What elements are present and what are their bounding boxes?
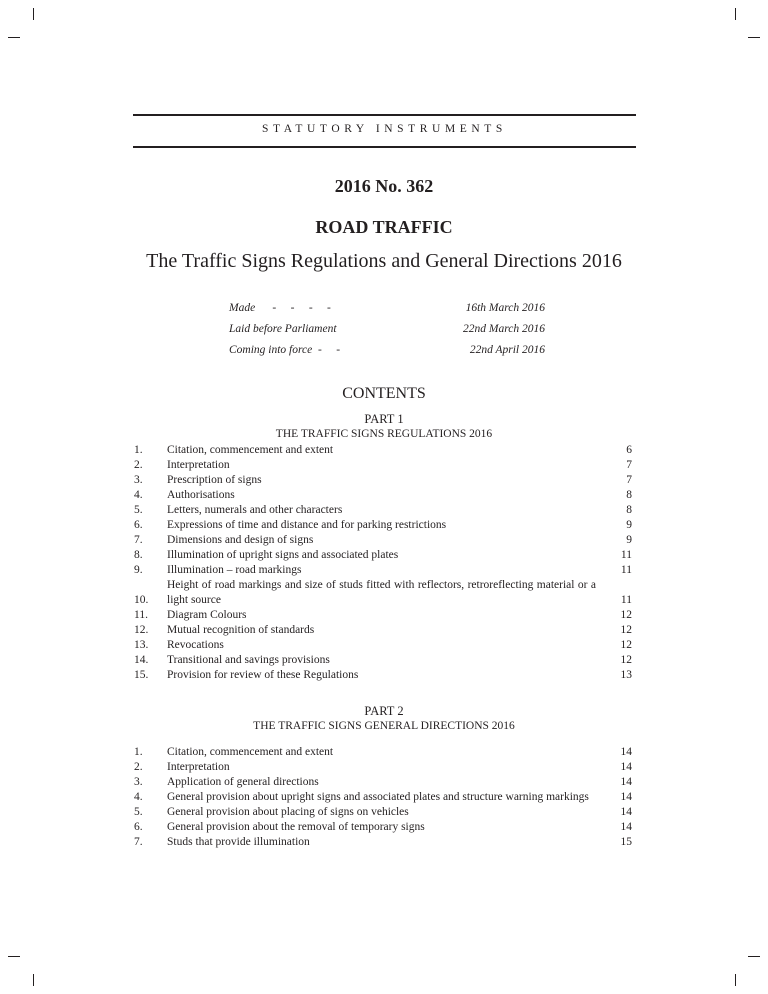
toc-entry-number: 9. xyxy=(134,564,143,576)
toc-entry-page: 14 xyxy=(620,821,632,833)
toc-entry-text: Interpretation xyxy=(167,459,230,471)
date-row-made xyxy=(229,301,545,322)
date-label: Made - - - - xyxy=(229,302,331,314)
toc-entry-page: 12 xyxy=(620,654,632,666)
toc-entry-text: General provision about the removal of temporary signs xyxy=(167,821,425,833)
toc-entry-page: 14 xyxy=(620,806,632,818)
toc-entry xyxy=(134,745,632,760)
toc-entry-text: Expressions of time and distance and for parking restrictions xyxy=(167,519,447,531)
toc-entry xyxy=(134,578,632,608)
toc-entry xyxy=(134,563,632,578)
toc-entry-page: 7 xyxy=(626,459,632,471)
toc-entry-page: 12 xyxy=(620,624,632,636)
toc-entry xyxy=(134,653,632,668)
toc-entry-page: 14 xyxy=(620,746,632,758)
date-value: 22nd April 2016 xyxy=(469,344,545,356)
toc-entry-text: Provision for review of these Regulations xyxy=(167,669,359,681)
toc-entry xyxy=(134,668,632,683)
toc-entry-number: 14. xyxy=(134,654,149,666)
toc-entry-number: 7. xyxy=(134,836,143,848)
toc-entry-page: 14 xyxy=(620,776,632,788)
toc-entry-number: 2. xyxy=(134,761,143,773)
toc-entry-text: Dimensions and design of signs xyxy=(167,534,314,546)
part-2-title: THE TRAFFIC SIGNS GENERAL DIRECTIONS 2016 xyxy=(253,720,515,732)
part-1-heading: PART 1 xyxy=(364,412,404,426)
part-2-heading: PART 2 xyxy=(364,704,404,718)
toc-part-2 xyxy=(134,745,632,850)
toc-entry xyxy=(134,488,632,503)
crop-mark xyxy=(33,8,34,20)
crop-mark xyxy=(8,956,20,957)
toc-entry-page: 7 xyxy=(626,474,632,486)
toc-entry-page: 9 xyxy=(626,519,632,531)
toc-entry xyxy=(134,503,632,518)
toc-entry-text: Revocations xyxy=(167,639,224,651)
date-label: Coming into force - - xyxy=(229,344,341,356)
crop-mark xyxy=(33,974,34,986)
toc-entry-number: 6. xyxy=(134,821,143,833)
toc-entry-text: General provision about placing of signs on vehicles xyxy=(167,806,409,818)
toc-entry xyxy=(134,608,632,623)
toc-entry-number: 15. xyxy=(134,669,149,681)
toc-entry-number: 3. xyxy=(134,474,143,486)
toc-entry-text: Interpretation xyxy=(167,761,230,773)
toc-entry-page: 8 xyxy=(626,489,632,501)
toc-entry xyxy=(134,835,632,850)
series-title: STATUTORY INSTRUMENTS xyxy=(262,123,507,135)
date-row-coming-into-force xyxy=(229,343,545,364)
toc-entry-text: Transitional and savings provisions xyxy=(167,654,330,666)
toc-entry-page: 12 xyxy=(620,639,632,651)
subject-heading: ROAD TRAFFIC xyxy=(315,217,453,237)
toc-entry xyxy=(134,458,632,473)
date-row-laid xyxy=(229,322,545,343)
toc-entry-number: 13. xyxy=(134,639,149,651)
toc-entry-page: 11 xyxy=(620,594,632,606)
toc-entry-number: 1. xyxy=(134,746,143,758)
toc-entry-text: Mutual recognition of standards xyxy=(167,624,315,636)
toc-entry-number: 12. xyxy=(134,624,149,636)
toc-entry-text: Diagram Colours xyxy=(167,609,247,621)
dates-block xyxy=(229,301,545,364)
toc-entry-number: 5. xyxy=(134,504,143,516)
toc-entry-number: 1. xyxy=(134,444,143,456)
toc-entry-text: General provision about upright signs and associated plates and structure warning markings xyxy=(167,791,589,803)
date-label: Laid before Parliament xyxy=(229,323,337,335)
toc-entry-page: 12 xyxy=(620,609,632,621)
toc-entry-text: Citation, commencement and extent xyxy=(167,444,334,456)
toc-entry-page: 8 xyxy=(626,504,632,516)
toc-entry-text: Authorisations xyxy=(167,489,235,501)
crop-mark xyxy=(735,974,736,986)
toc-entry-page: 14 xyxy=(620,791,632,803)
toc-entry-text: Illumination of upright signs and associated plates xyxy=(167,549,399,561)
toc-entry xyxy=(134,443,632,458)
toc-entry-number: 3. xyxy=(134,776,143,788)
toc-entry-page: 11 xyxy=(620,549,632,561)
toc-entry xyxy=(134,533,632,548)
toc-entry-text: Prescription of signs xyxy=(167,474,262,486)
toc-entry-text: Application of general directions xyxy=(167,776,319,788)
toc-entry xyxy=(134,548,632,563)
toc-entry xyxy=(134,775,632,790)
toc-entry xyxy=(134,638,632,653)
instrument-title: The Traffic Signs Regulations and General Directions 2016 xyxy=(146,250,622,272)
toc-entry-number: 4. xyxy=(134,489,143,501)
toc-entry-number: 5. xyxy=(134,806,143,818)
toc-entry xyxy=(134,623,632,638)
toc-entry-text: Studs that provide illumination xyxy=(167,836,310,848)
toc-entry-number: 11. xyxy=(134,609,148,621)
date-value: 22nd March 2016 xyxy=(463,323,545,335)
series-rule xyxy=(133,146,636,148)
crop-mark xyxy=(748,37,760,38)
toc-entry xyxy=(134,760,632,775)
toc-entry-number: 2. xyxy=(134,459,143,471)
toc-entry-page: 15 xyxy=(620,836,632,848)
toc-entry-number: 10. xyxy=(134,594,149,606)
toc-entry-page: 13 xyxy=(620,669,632,681)
contents-heading: CONTENTS xyxy=(342,385,426,402)
instrument-number: 2016 No. 362 xyxy=(334,176,434,196)
toc-entry xyxy=(134,820,632,835)
toc-entry-text: Height of road markings and size of studs fitted with reflectors, retroreflecting material or a light source xyxy=(167,579,596,606)
toc-entry xyxy=(134,518,632,533)
toc-entry-number: 7. xyxy=(134,534,143,546)
toc-entry-number: 8. xyxy=(134,549,143,561)
crop-mark xyxy=(8,37,20,38)
toc-part-1 xyxy=(134,443,632,683)
toc-entry-number: 4. xyxy=(134,791,143,803)
date-value: 16th March 2016 xyxy=(465,302,545,314)
toc-entry-page: 6 xyxy=(626,444,632,456)
toc-entry xyxy=(134,805,632,820)
toc-entry xyxy=(134,790,632,805)
toc-entry-page: 9 xyxy=(626,534,632,546)
toc-entry-text: Citation, commencement and extent xyxy=(167,746,334,758)
toc-entry xyxy=(134,473,632,488)
toc-entry-text: Letters, numerals and other characters xyxy=(167,504,343,516)
toc-entry-text: Illumination – road markings xyxy=(167,564,302,576)
toc-entry-number: 6. xyxy=(134,519,143,531)
top-rule xyxy=(133,114,636,116)
crop-mark xyxy=(748,956,760,957)
toc-entry-page: 11 xyxy=(620,564,632,576)
part-1-title: THE TRAFFIC SIGNS REGULATIONS 2016 xyxy=(275,428,493,440)
crop-mark xyxy=(735,8,736,20)
toc-entry-page: 14 xyxy=(620,761,632,773)
